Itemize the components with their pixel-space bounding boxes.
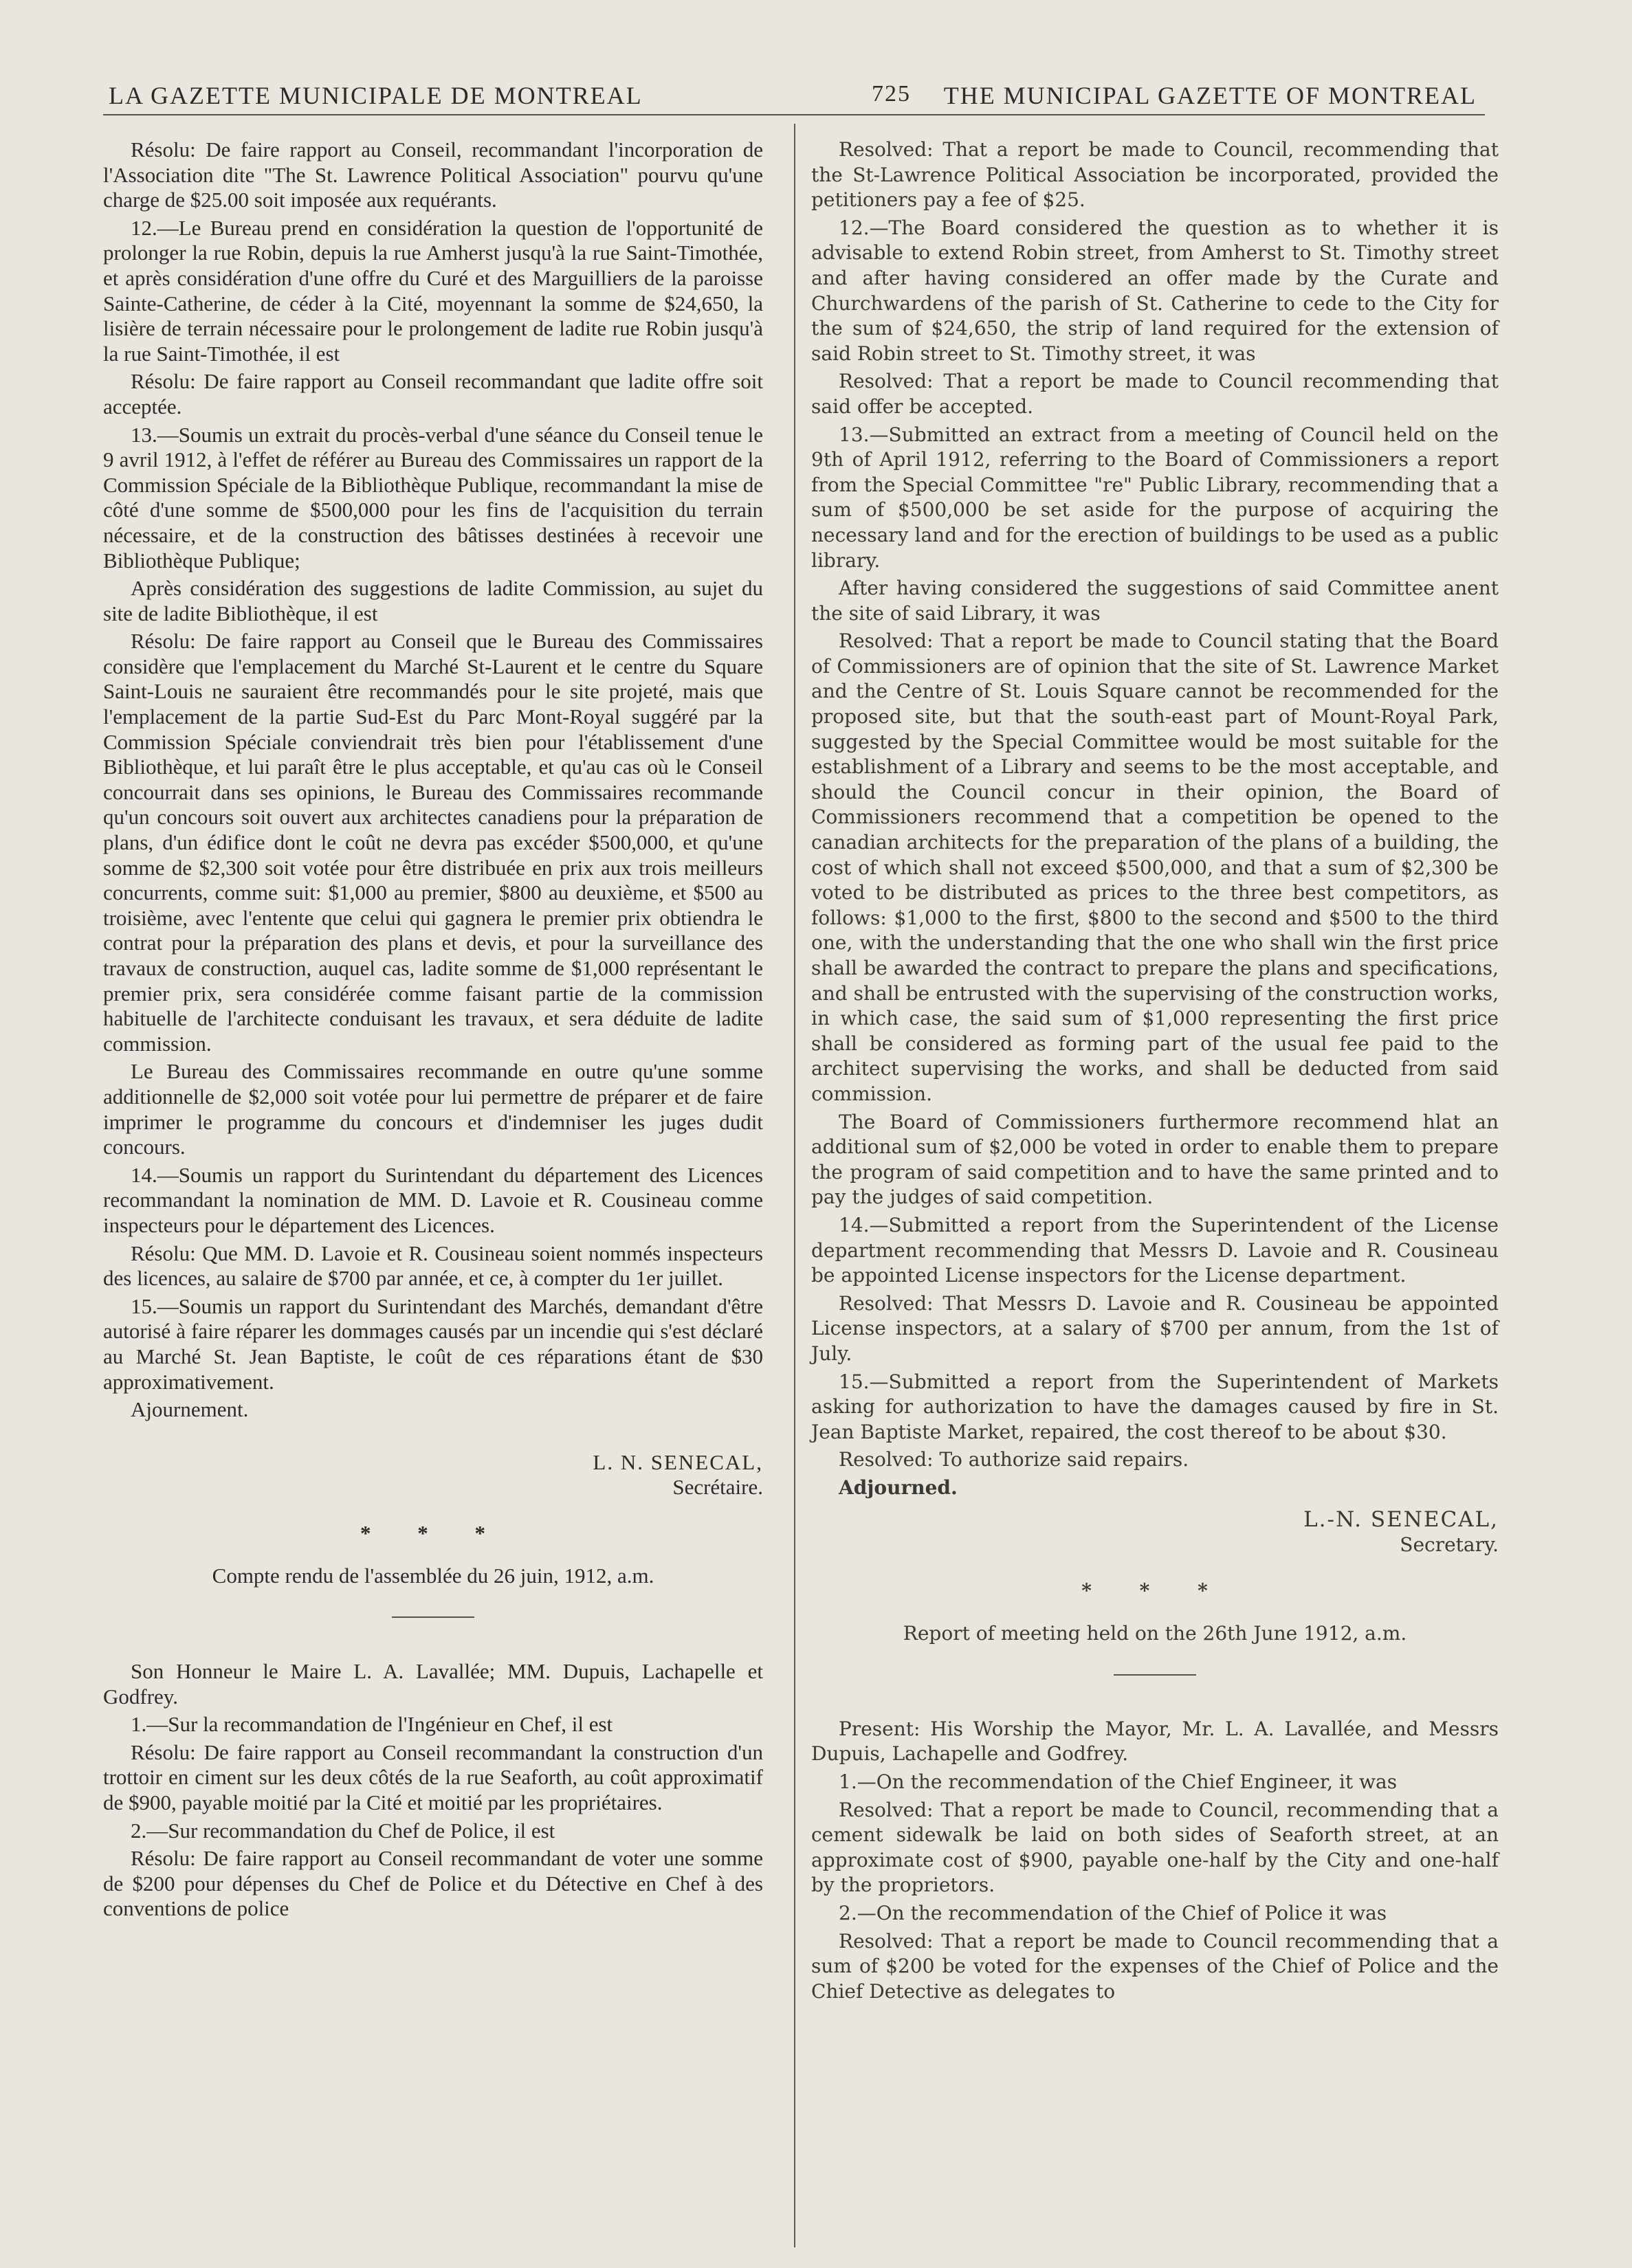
- fr-paragraph-3: Résolu: De faire rapport au Conseil recommandant que ladite offre soit acceptée.: [103, 369, 763, 419]
- english-column: [811, 137, 1499, 2007]
- en-paragraph-13: Resolved: That a report be made to Council, recommending that a cement sidewalk be laid on both sides of Seaforth street, at an approximate cost of $900, payable one-half by the City and one-half by the proprietors.: [811, 1798, 1499, 1897]
- fr-paragraph-14: 2.—Sur recommandation du Chef de Police, il est: [131, 1818, 555, 1843]
- fr-paragraph-12: 1.—Sur la recommandation de l'Ingénieur en Chef, il est: [131, 1712, 613, 1737]
- fr-paragraph-10: 15.—Soumis un rapport du Surintendant des Marchés, demandant d'être autorisé à faire réparer les dommages causés par un incendie qui s'est déclaré au Marché St. Jean Baptiste, le coût de ces réparations étant de $30 approximativement.: [103, 1293, 763, 1394]
- en-paragraph-12: 1.—On the recommendation of the Chief Engineer, it was: [839, 1770, 1398, 1794]
- fr-signature-name: L. N. SENECAL,: [593, 1449, 763, 1474]
- fr-paragraph-11: Son Honneur le Maire L. A. Lavallée; MM. Dupuis, Lachapelle et Godfrey.: [103, 1659, 763, 1709]
- en-paragraph-15: Resolved: That a report be made to Council recommending that a sum of $200 be voted for the expenses of the Chief of Police and the Chief Detective as delegates to: [811, 1929, 1499, 2003]
- en-paragraph-3: Resolved: That a report be made to Council recommending that said offer be accepted.: [811, 370, 1499, 418]
- en-signature-name: L.-N. SENECAL,: [1303, 1507, 1499, 1533]
- fr-paragraph-9: Résolu: Que MM. D. Lavoie et R. Cousineau soient nommés inspecteurs des licences, au salaire de $700 par année, et ce, à compter du 1er juillet.: [103, 1241, 763, 1291]
- fr-paragraph-15: Résolu: De faire rapport au Conseil recommandant de voter une somme de $200 pour dépenses du Chef de Police et du Détective en Chef à des conventions de police: [103, 1846, 763, 1921]
- fr-report-title: Compte rendu de l'assemblée du 26 juin, 1912, a.m.: [212, 1564, 654, 1588]
- fr-paragraph-7: Le Bureau des Commissaires recommande en outre qu'une somme additionnelle de $2,000 soit votée pour lui permettre de préparer et de faire imprimer le programme du concours et d'indemniser les juges dudit concours.: [103, 1059, 763, 1159]
- en-paragraph-5: After having considered the suggestions of said Committee anent the site of said Library, it was: [811, 577, 1499, 625]
- page-number: 725: [872, 81, 911, 107]
- en-paragraph-6: Resolved: That a report be made to Council stating that the Board of Commissioners are of opinion that the site of St. Lawrence Market and the Centre of St. Louis Square cannot be recommended for the proposed site, but that the south-east part of Mount-Royal Park, suggested by the Special Committee would be most suitable for the establishment of a Library and seems to be the most acceptable, and should the Council concur in their opinion, the Board of Commissioners recommend that a competition be opened to the canadian architects for the preparation of the plans of a building, the cost of which shall not exceed $500,000, and that a sum of $2,300 be voted to be distributed as prices to the three best competitors, as follows: $1,000 to the first, $800 to the second and $500 to the third one, with the understanding that the one who shall win the first price shall be awarded the contract to prepare the plans and specifications, and shall be entrusted with the supervising of the construction works, in which case, the said sum of $1,000 representing the first price shall be considered as forming part of the usual fee paid to the architect supervising the works, and shall be deducted from said commission.: [811, 630, 1499, 1105]
- en-paragraph-14: 2.—On the recommendation of the Chief of Police it was: [839, 1902, 1387, 1924]
- en-paragraph-10: 15.—Submitted a report from the Superintendent of Markets asking for authorization to have the damages caused by fire in St. Jean Baptiste Market, repaired, the cost thereof to be about $30.: [811, 1370, 1499, 1443]
- fr-signature-title: Secrétaire.: [672, 1475, 763, 1500]
- en-paragraph-8: 14.—Submitted a report from the Superintendent of the License department recommending that Messrs D. Lavoie and R. Cousineau be appointed License inspectors for the License department.: [811, 1213, 1499, 1287]
- en-paragraph-7: The Board of Commissioners furthermore recommend hlat an additional sum of $2,000 be voted in order to enable them to prepare the program of said competition and to have the same printed and to pay the judges of said competition.: [811, 1110, 1499, 1209]
- fr-paragraph-2: 12.—Le Bureau prend en considération la question de l'opportunité de prolonger la rue Robin, depuis la rue Amherst jusqu'à la rue Saint-Timothée, et après considération d'une offre du Curé et des Marguilliers de la paroisse Sainte-Catherine, de céder à la Cité, moyennant la somme de $24,650, la lisière de terrain nécessaire pour le prolongement de ladite rue Robin jusqu'à la rue Saint-Timothée, il est: [103, 215, 763, 366]
- header-rule: [103, 114, 1485, 115]
- fr-section-stars: * * *: [360, 1520, 506, 1545]
- column-divider: [794, 124, 795, 2247]
- en-paragraph-11: Present: His Worship the Mayor, Mr. L. A. Lavallée, and Messrs Dupuis, Lachapelle and Godfrey.: [811, 1717, 1499, 1766]
- fr-paragraph-1: Résolu: De faire rapport au Conseil, recommandant l'incorporation de l'Association dite "The St. Lawrence Political Association" pourvu qu'une charge de $25.00 soit imposée aux requérants.: [103, 137, 763, 212]
- header-title-french: LA GAZETTE MUNICIPALE DE MONTREAL: [109, 82, 643, 109]
- fr-adjournment: Ajournement.: [131, 1397, 249, 1422]
- en-signature-title: Secretary.: [1400, 1533, 1499, 1557]
- en-paragraph-2: 12.—The Board considered the question as to whether it is advisable to extend Robin street, from Amherst to St. Timothy street and after having considered an offer made by the Curate and Churchwardens of the parish of St. Catherine to cede to the City for the sum of $24,650, the strip of land required for the extension of said Robin street to St. Timothy street, it was: [811, 216, 1499, 365]
- en-section-stars: * * *: [1081, 1579, 1228, 1602]
- fr-paragraph-13: Résolu: De faire rapport au Conseil recommandant la construction d'un trottoir en ciment sur les deux côtés de la rue Seaforth, au coût approximatif de $900, payable moitié par la Cité et moitié par les propriétaires.: [103, 1739, 763, 1815]
- en-short-rule: [1114, 1674, 1196, 1676]
- french-column: [103, 137, 763, 1924]
- en-adjournment: Adjourned.: [839, 1476, 958, 1499]
- en-paragraph-9: Resolved: That Messrs D. Lavoie and R. Cousineau be appointed License inspectors, at a salary of $700 per annum, from the 1st of July.: [811, 1291, 1499, 1365]
- page-header: [103, 77, 1485, 118]
- fr-short-rule: [392, 1616, 474, 1618]
- en-paragraph-4: 13.—Submitted an extract from a meeting of Council held on the 9th of April 1912, referring to the Board of Commissioners a report from the Special Committee "re" Public Library, recommending that a sum of $500,000 be set aside for the purpose of acquiring the necessary land and for the erection of buildings to be used as a public library.: [811, 423, 1499, 572]
- fr-paragraph-4: 13.—Soumis un extrait du procès-verbal d'une séance du Conseil tenue le 9 avril 1912, à l'effet de référer au Bureau des Commissaires un rapport de la Commission Spéciale de la Bibliothèque Publique, recommandant la mise de côté d'une somme de $500,000 pour les fins de l'acquisition du terrain nécessaire, et de la construction des bâtisses destinées à recevoir une Bibliothèque Publique;: [103, 422, 763, 572]
- en-paragraph-1: Resolved: That a report be made to Council, recommending that the St-Lawrence Political Association be incorporated, provided the petitioners pay a fee of $25.: [811, 138, 1499, 212]
- fr-paragraph-6: Résolu: De faire rapport au Conseil que le Bureau des Commissaires considère que l'emplacement du Marché St-Laurent et le centre du Square Saint-Louis ne sauraient être recommandés pour le site projeté, mais que l'emplacement de la partie Sud-Est du Parc Mont-Royal suggéré par la Commission Spéciale conviendrait très bien pour l'établissement d'une Bibliothèque, et lui paraît être le plus acceptable, et qu'au cas où le Conseil concourrait dans ses opinions, le Bureau des Commissaires recommande qu'un concours soit ouvert aux architectes canadiens pour la préparation de plans, d'un édifice dont le coût ne devra pas excéder $500,000, et qu'une somme de $2,300 soit votée pour être distribuée en prix aux trois meilleurs concurrents, comme suit: $1,000 au premier, $800 au deuxième, et $500 au troisième, avec l'entente que celui qui gagnera le premier prix obtiendra le contrat pour la préparation des plans et devis, et pour la surveillance des travaux de construction, auquel cas, ladite somme de $1,000 représentant le premier prix, sera considérée comme faisant partie de la commission habituelle de l'architecte conduisant les travaux, et sera déduite de ladite commission.: [103, 629, 763, 1056]
- en-report-title: Report of meeting held on the 26th June 1912, a.m.: [903, 1622, 1407, 1645]
- fr-paragraph-5: Après considération des suggestions de ladite Commission, au sujet du site de ladite Bibliothèque, il est: [103, 576, 763, 625]
- header-title-english: THE MUNICIPAL GAZETTE OF MONTREAL: [943, 82, 1477, 109]
- fr-paragraph-8: 14.—Soumis un rapport du Surintendant du département des Licences recommandant la nomination de MM. D. Lavoie et R. Cousineau comme inspecteurs pour le département des Licences.: [103, 1162, 763, 1237]
- en-paragraph-10b: Resolved: To authorize said repairs.: [839, 1448, 1189, 1471]
